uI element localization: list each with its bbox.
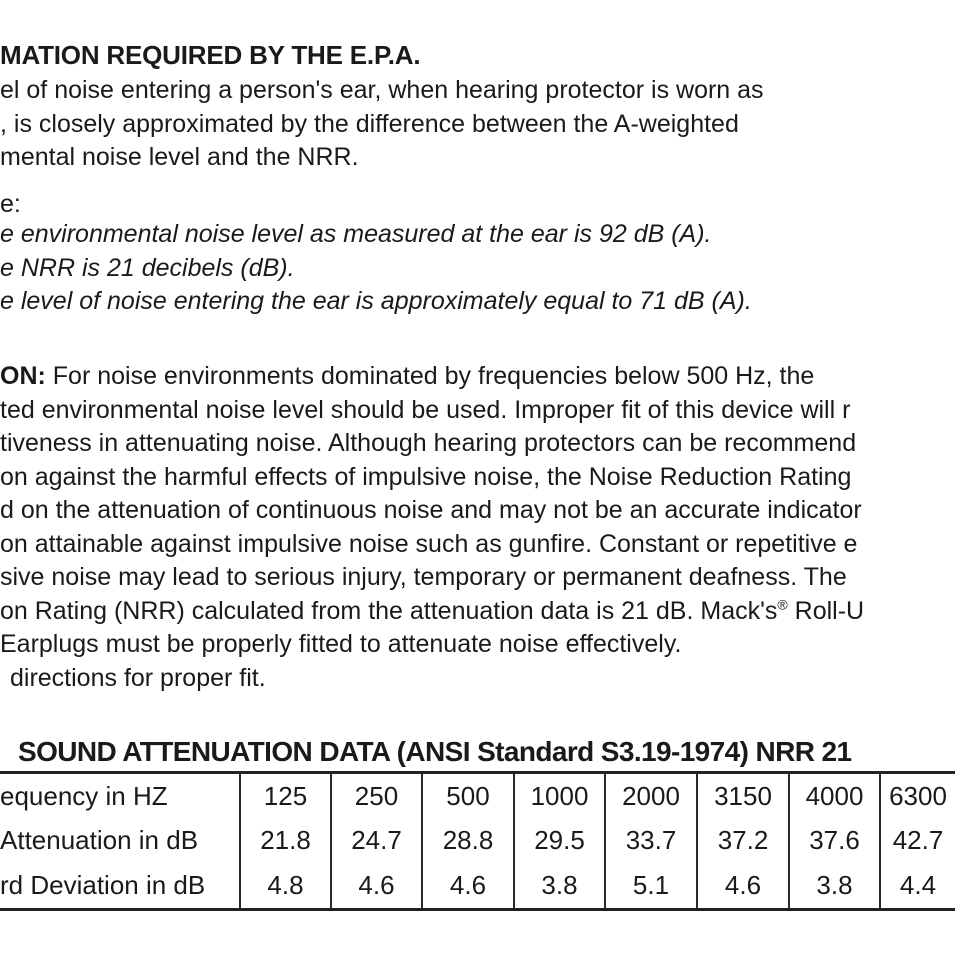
table-cell: 21.8 [239,819,330,864]
table-cell: 29.5 [513,819,604,864]
example-line: e environmental noise level as measured at the ear is 92 dB (A). [0,220,712,248]
caution-line: d on the attenuation of continuous noise and may not be an accurate indicator [0,496,862,524]
caution-line: directions for proper fit. [10,663,266,692]
example-line: e NRR is 21 decibels (dB). [0,253,295,282]
table-cell: 4.4 [879,863,955,908]
caution-line: tiveness in attenuating noise. Although hearing protectors can be recommend [0,429,857,457]
example-block [0,218,752,319]
example-label: e: [0,190,21,218]
table-cell: 37.2 [696,819,788,864]
caution-line: ted environmental noise level should be used. Improper fit of this device will r [0,395,851,424]
epa-paragraph-line: el of noise entering a person's ear, when hearing protector is worn as [0,76,764,104]
table-cell: 28.8 [421,819,513,864]
nrr-line-pre: on Rating (NRR) calculated from the attenuation data is 21 dB. Mack's [0,596,778,625]
table-cell: 2000 [604,774,696,819]
table-row-label: rd Deviation in dB [0,869,206,900]
epa-heading: MATION REQUIRED BY THE E.P.A. [0,40,421,70]
table-cell: 42.7 [879,819,955,864]
table-cell: 5.1 [604,863,696,908]
registered-mark: ® [777,596,788,613]
caution-line-nrr [0,595,864,629]
table-cell: 1000 [513,774,604,819]
epa-paragraph-line: , is closely approximated by the difference between the A-weighted [0,109,739,138]
table-cell: 4.6 [421,863,513,908]
caution-line: on attainable against impulsive noise such as gunfire. Constant or repetitive e [0,529,858,558]
table-cell: 4.6 [330,863,421,908]
caution-line [0,360,864,394]
caution-bold-prefix: ON: [0,362,46,390]
table-cell: 4.8 [239,863,330,908]
caution-line-rest: For noise environments dominated by frequencies below 500 Hz, the [45,362,815,390]
caution-line: on against the harmful effects of impulsive noise, the Noise Reduction Rating [0,462,852,491]
table-cell: 125 [239,774,330,819]
table-cell: 6300 [879,774,955,819]
epa-paragraph [0,74,764,175]
example-line: e level of noise entering the ear is approximately equal to 71 dB (A). [0,287,752,315]
epa-paragraph-line: mental noise level and the NRR. [0,143,359,171]
caution-line: sive noise may lead to serious injury, temporary or permanent deafness. The [0,563,847,591]
attenuation-table [0,771,955,911]
table-cell: 3.8 [513,863,604,908]
table-cell: 250 [330,774,421,819]
table-cell: 4.6 [696,863,788,908]
table-cell: 500 [421,774,513,819]
caution-paragraph [0,360,864,695]
caution-line: Earplugs must be properly fitted to attenuate noise effectively. [0,630,682,658]
table-row-label: Attenuation in dB [0,825,199,856]
table-cell: 3150 [696,774,788,819]
table-cell: 3.8 [788,863,879,908]
table-cell: 24.7 [330,819,421,864]
table-row-label: equency in HZ [0,780,168,811]
table-cell: 4000 [788,774,879,819]
table-cell: 37.6 [788,819,879,864]
table-cell: 33.7 [604,819,696,864]
nrr-line-post: Roll-U [787,596,865,625]
table-title: SOUND ATTENUATION DATA (ANSI Standard S3.19-1974) NRR 21 [18,736,852,767]
